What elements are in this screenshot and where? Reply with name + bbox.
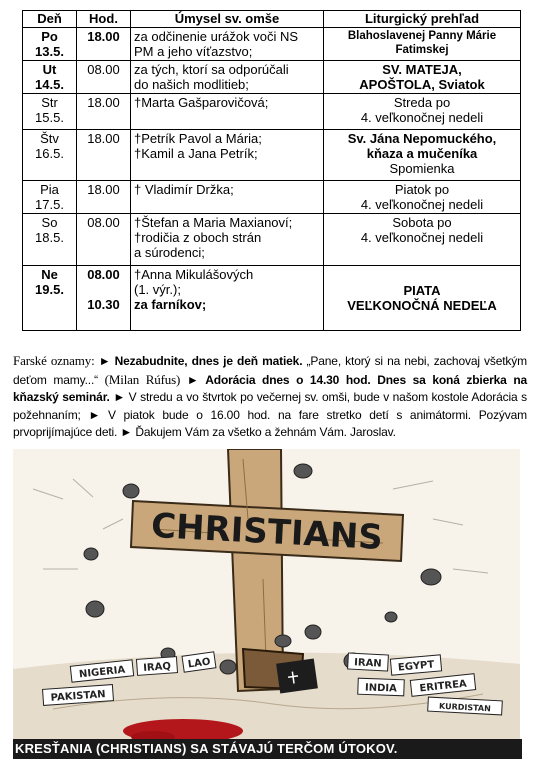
cell-day [23,130,77,181]
cell-day [23,94,77,130]
cell-line: †Marta Gašparovičová; [134,95,269,110]
cell-line: Piatok po [394,182,450,197]
cell-line: a súrodenci; [134,245,205,260]
cell-line: Sv. Jána Nepomuckého, [347,131,497,146]
christians-cartoon [13,449,520,757]
parish-notices [13,352,527,442]
cell-line: Spomienka [389,161,455,176]
cell-liturgy [324,94,521,130]
cell-line: 18.5. [35,230,64,245]
cross-label: CHRISTIANS [150,505,384,559]
cell-liturgy [324,28,521,61]
header-liturgy: Liturgický prehľad [324,11,521,28]
cell-line: Ut [42,62,57,77]
cell-line: Po [41,29,58,44]
header-day: Deň [23,11,77,28]
cell-line: 18.00 [87,29,120,44]
cell-liturgy [324,214,521,266]
cell-intention [131,266,324,331]
table-row [23,130,521,181]
cell-time [77,61,131,94]
sign-iraq: IRAQ [142,661,172,674]
cell-line: 17.5. [35,197,64,212]
cell-line: 19.5. [35,282,64,297]
cell-line: †Kamil a Jana Petrík; [134,146,258,161]
cell-line: VEĽKONOČNÁ NEDEĽA [347,298,497,313]
cell-line: za tých, ktorí sa odporúčali [134,62,289,77]
cell-line: † Vladimír Držka; [134,182,234,197]
cell-time [77,181,131,214]
cell-line: †Anna Mikulášových [134,267,254,282]
cell-line: 08.00 [87,215,120,230]
cell-line: 15.5. [35,110,64,125]
cell-line: 16.5. [35,146,64,161]
cartoon-caption: KRESŤANIA (CHRISTIANS) SA STÁVAJÚ TERČOM ÚTOKOV. [13,739,522,759]
cell-day [23,181,77,214]
cell-line: Ne [41,267,58,282]
cell-line: Str [41,95,58,110]
cell-liturgy [324,130,521,181]
cell-line: †rodičia z oboch strán [134,230,262,245]
cell-line: 4. veľkonočnej nedeli [360,230,484,245]
arrow-icon: ► [113,390,126,404]
notice-adoration: Adorácia dnes o 14.30 hod. Dnes sa koná zbierka na kňazský seminár. [13,372,528,404]
cell-line: Streda po [393,95,451,110]
sign-lao: LAO [187,656,212,671]
cell-line: 18.00 [87,182,120,197]
cell-liturgy [324,61,521,94]
sign-egypt: EGYPT [397,659,435,674]
cell-liturgy [324,181,521,214]
sign-eritrea: ERITREA [419,678,468,695]
notice-quote: „Pane, ktorý si na nebi, zachovaj všetkým deťom mamy...“ [13,354,527,387]
sign-nigeria: NIGERIA [78,664,126,681]
cell-line: Fatimskej [395,44,449,56]
cell-line: 18.00 [87,131,120,146]
notice-weekday-adoration: V stredu a vo štvrtok po večernej sv. omši, bude v našom kostole Adorácia s požehnaním; [13,390,527,422]
cell-day [23,266,77,331]
cell-line: PM a jeho víťazstvo; [134,44,253,59]
cell-line: do našich modlitieb; [134,77,249,92]
sign-pakistan: PAKISTAN [50,689,106,704]
cell-line: za odčinenie urážok voči NS [134,29,299,44]
notice-friday-meeting: V piatok bude o 16.00 hod. na fare stretko detí s animátormi. Pozývam prvoprijímajúce deti. [13,407,527,439]
cartoon-illustration [13,449,520,757]
cell-line: 08.00 [87,267,120,282]
cell-line: Sobota po [392,215,452,230]
notice-label: Farské oznamy: [13,353,95,368]
cell-line: Blahoslavenej Panny Márie [347,30,497,42]
cell-line: †Petrík Pavol a Mária; [134,131,262,146]
cell-time [77,266,131,331]
header-hour: Hod. [77,11,131,28]
table-row [23,61,521,94]
cell-line: 08.00 [87,62,120,77]
cell-line: APOŠTOLA, Sviatok [359,77,485,92]
cell-day [23,214,77,266]
sign-kurdistan: KURDISTAN [438,701,492,714]
cell-time [77,94,131,130]
cell-intention [131,28,324,61]
table-row [23,214,521,266]
arrow-icon: ► [120,425,133,439]
cell-line: 14.5. [35,77,64,92]
cell-intention [131,130,324,181]
notice-mothers-day: Nezabudnite, dnes je deň matiek. [114,354,303,368]
sign-iran: IRAN [353,657,382,670]
cell-liturgy [324,266,521,331]
cell-time [77,28,131,61]
cell-line: 10.30 [87,297,120,312]
cell-day [23,61,77,94]
table-row [23,181,521,214]
cell-intention [131,214,324,266]
cell-line: 4. veľkonočnej nedeli [360,197,484,212]
table-row [23,28,521,61]
table-row [23,94,521,130]
arrow-icon: ► [88,407,101,422]
cell-day [23,28,77,61]
cell-line: PIATA [403,283,441,298]
cell-time [77,214,131,266]
cell-line: 18.00 [87,95,120,110]
cell-line: †Štefan a Maria Maxianoví; [134,215,293,230]
cell-intention [131,61,324,94]
cell-line: SV. MATEJA, [382,62,462,77]
notice-author: (Milan Rúfus) [104,371,181,387]
cell-line: Štv [40,131,59,146]
mass-schedule-table [22,10,521,331]
cell-intention [131,94,324,130]
cell-time [77,130,131,181]
cell-line: kňaza a mučeníka [366,146,478,161]
table-header-row [23,11,521,28]
table-row [23,266,521,331]
cell-line: za farníkov; [134,297,207,312]
cell-intention [131,181,324,214]
cell-line: 4. veľkonočnej nedeli [360,110,484,125]
cell-line: So [41,215,58,230]
notice-thanks: Ďakujem Vám za všetko a žehnám Vám. Jaroslav. [135,425,396,439]
cell-line: (1. výr.); [134,282,181,297]
cell-line: 13.5. [35,44,64,59]
header-intention: Úmysel sv. omše [131,11,324,28]
arrow-icon: ► [186,372,199,387]
sign-india: INDIA [364,682,398,695]
cell-line: Pia [40,182,59,197]
arrow-icon: ► [98,354,111,368]
